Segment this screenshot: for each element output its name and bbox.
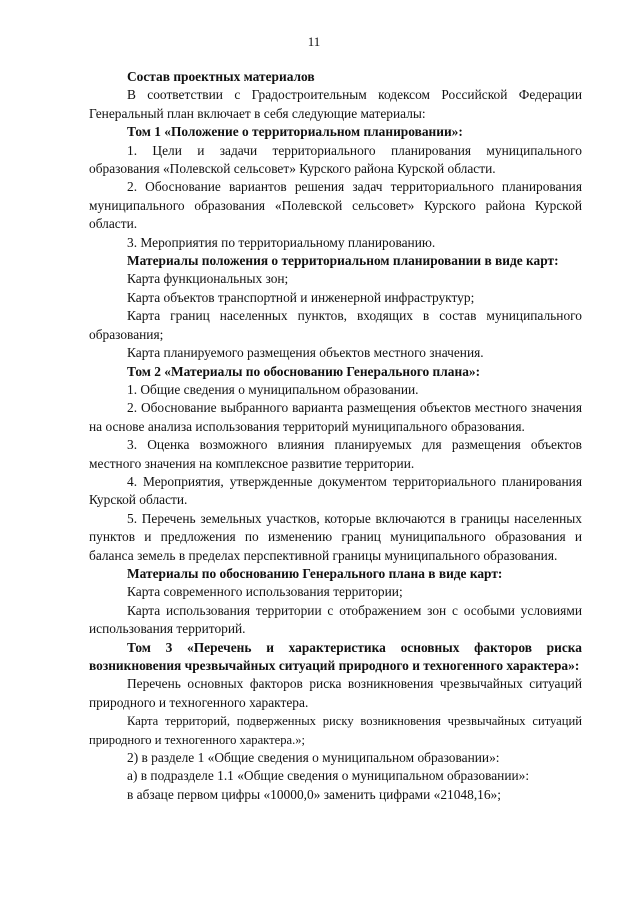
section-heading: Состав проектных материалов xyxy=(127,69,315,84)
tom2-item-3: 3. Оценка возможного влияния планируемых для размещения объектов местного значения на комплексное развитие территории. xyxy=(89,437,582,471)
tom3-item-1: Перечень основных факторов риска возникновения чрезвычайных ситуаций природного и техногенного характера. xyxy=(89,676,582,710)
document-body xyxy=(89,68,582,804)
tom1-title: Том 1 «Положение о территориальном планировании»: xyxy=(127,124,463,140)
tom3-title: Том 3 «Перечень и характеристика основных факторов риска возникновения чрезвычайных ситуаций природного и техногенного характера»: xyxy=(89,639,582,673)
tom2-item-2: 2. Обоснование выбранного варианта размещения объектов местного значения на основе анализа использования территорий муниципального образования. xyxy=(89,400,582,434)
tom2-map-1: Карта современного использования территории; xyxy=(127,584,403,600)
amendment-2: а) в подразделе 1.1 «Общие сведения о муниципальном образовании»: xyxy=(127,768,530,784)
tom1-map-1: Карта функциональных зон; xyxy=(127,271,289,287)
amendment-3: в абзаце первом цифры «10000,0» заменить цифрами «21048,16»; xyxy=(127,786,501,802)
tom2-item-5: 5. Перечень земельных участков, которые включаются в границы населенных пунктов и предложения по изменению границ муниципального образования и баланса земель в пределах перспективной границы муниципального образования. xyxy=(89,510,582,563)
tom2-item-1: 1. Общие сведения о муниципальном образовании. xyxy=(127,381,419,397)
tom1-map-2: Карта объектов транспортной и инженерной инфраструктур; xyxy=(127,289,475,305)
tom2-map-2: Карта использования территории с отображением зон с особыми условиями использования территорий. xyxy=(89,602,582,637)
page-number: 11 xyxy=(307,34,321,49)
tom1-item-1: 1. Цели и задачи территориального планирования муниципального образования «Полевской сельсовет» Курского района Курской области. xyxy=(89,142,582,177)
tom1-item-2: 2. Обоснование вариантов решения задач территориального планирования муниципального образования «Полевской сельсовет» Курского района Курской области. xyxy=(89,179,582,232)
tom2-maps-title: Материалы по обоснованию Генерального плана в виде карт: xyxy=(127,565,503,581)
tom2-item-4: 4. Мероприятия, утвержденные документом территориального планирования Курской области. xyxy=(89,473,582,508)
tom2-title: Том 2 «Материалы по обоснованию Генерального плана»: xyxy=(127,363,481,379)
tom1-item-3: 3. Мероприятия по территориальному планированию. xyxy=(127,234,436,250)
tom1-maps-title: Материалы положения о территориальном планировании в виде карт: xyxy=(127,253,559,269)
intro-paragraph: В соответствии с Градостроительным кодексом Российской Федерации Генеральный план включает в себя следующие материалы: xyxy=(89,87,582,121)
tom1-map-4: Карта планируемого размещения объектов местного значения. xyxy=(127,345,484,361)
amendment-1: 2) в разделе 1 «Общие сведения о муниципальном образовании»: xyxy=(127,750,500,766)
tom3-item-2: Карта территорий, подверженных риску возникновения чрезвычайных ситуаций природного и техногенного характера.»; xyxy=(89,714,582,747)
tom1-map-3: Карта границ населенных пунктов, входящих в состав муниципального образования; xyxy=(89,308,582,342)
